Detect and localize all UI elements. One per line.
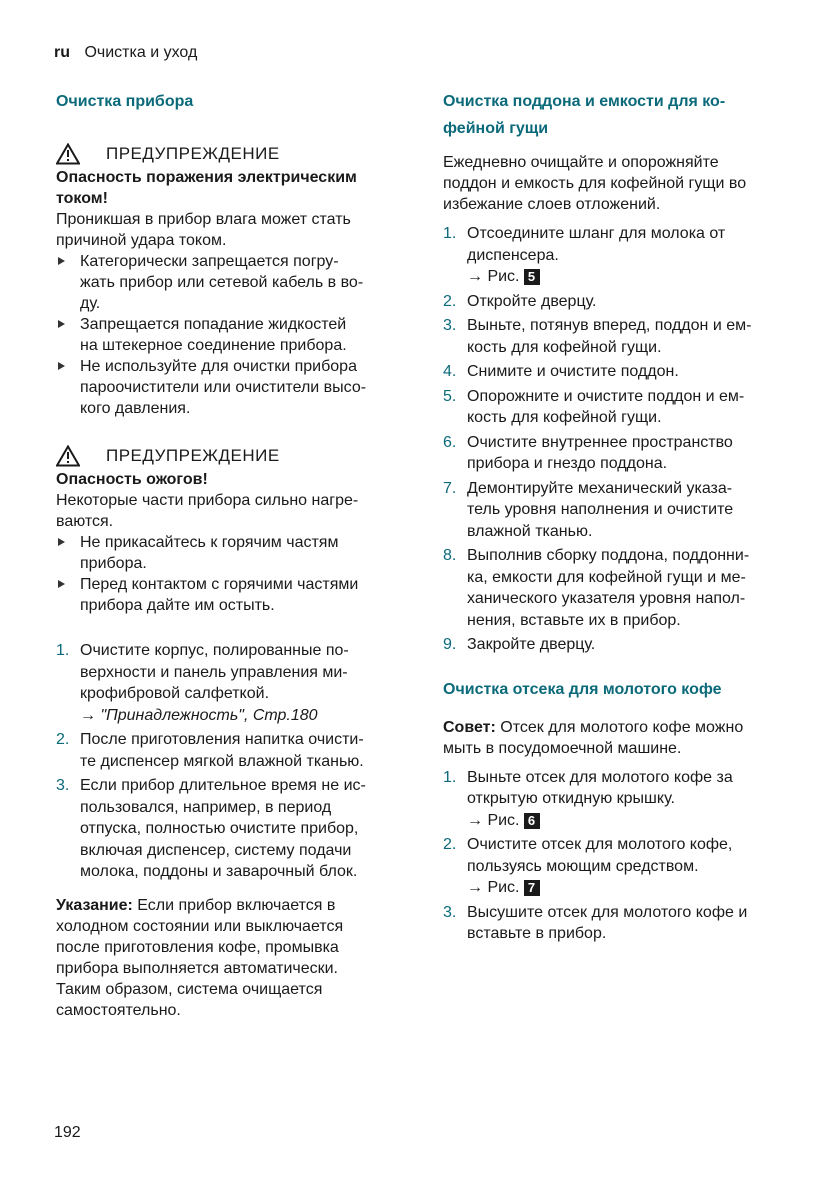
reference-text[interactable]: → Рис. — [467, 879, 520, 896]
step-number: 3. — [443, 317, 457, 334]
text-line: нения, вставьте их в прибор. — [467, 611, 681, 629]
text-line: крофибровой салфеткой. — [80, 685, 270, 702]
text-line: Не прикасайтесь к горячим частям — [80, 534, 339, 551]
step-number: 5. — [443, 387, 457, 405]
text-line: холодном состоянии или выключается — [56, 917, 344, 935]
text-line: Не используйте для очистки прибора — [80, 358, 357, 375]
text-line: жать прибор или сетевой кабель в во- — [80, 274, 364, 291]
text-line: отпуска, полностью очистите прибор, — [80, 820, 359, 837]
page-number: 192 — [54, 1124, 81, 1141]
bullet-item — [56, 314, 406, 356]
list-item — [443, 834, 793, 899]
text-line: ханического указателя уровня напол- — [467, 590, 746, 607]
step-number: 8. — [443, 547, 457, 564]
text-line: Если прибор включается в — [137, 896, 336, 914]
text-line: пароочистители или очистители высо- — [80, 379, 367, 396]
warning-bullet-list — [56, 251, 406, 419]
text-line: открытую откидную крышку. — [467, 790, 675, 807]
text-line: прибора выполняется автоматически. — [56, 959, 338, 977]
text-line: Выньте отсек для молотого кофе за — [467, 768, 733, 786]
list-item — [443, 545, 793, 631]
text-line: самостоятельно. — [56, 1001, 181, 1019]
step-number: 3. — [56, 777, 70, 794]
list-item — [443, 223, 793, 288]
text-line: верхности и панель управления ми- — [80, 663, 348, 681]
warning-label: ПРЕДУПРЕЖДЕНИЕ — [106, 144, 280, 163]
text-line: Выньте, потянув вперед, поддон и ем- — [467, 317, 752, 334]
text-line: пользуясь моющим средством. — [467, 857, 699, 875]
list-item — [56, 775, 406, 883]
text-line: Демонтируйте механический указа- — [467, 479, 733, 497]
warning-bullet-list — [56, 532, 406, 616]
text-line: избежание слоев отложений. — [443, 196, 661, 213]
danger-title — [56, 167, 406, 209]
text-line: Снимите и очистите поддон. — [467, 363, 679, 380]
text-line: Запрещается попадание жидкостей — [80, 316, 347, 333]
step-number: 1. — [443, 225, 457, 242]
text-line: молока, поддоны и заварочный блок. — [80, 863, 358, 880]
step-number: 6. — [443, 433, 457, 451]
text-line: Некоторые части прибора сильно нагре- — [56, 492, 359, 509]
text-line: влажной тканью. — [467, 522, 593, 540]
text-line: причиной удара током. — [56, 232, 227, 249]
section-title-cleaning-appliance: Очистка прибора — [56, 93, 194, 110]
right-column — [443, 88, 793, 948]
bullet-item — [56, 532, 406, 574]
text-line: Проникшая в прибор влага может стать — [56, 211, 351, 228]
text-line: те диспенсер мягкой влажной тканью. — [80, 752, 364, 770]
bullet-item — [56, 251, 406, 314]
text-line: Очистите корпус, полированные по- — [80, 642, 349, 659]
figure-number-badge[interactable]: 5 — [524, 269, 540, 285]
list-item — [56, 729, 406, 772]
danger-line: током! — [56, 190, 108, 207]
title-line: Очистка поддона и емкости для ко- — [443, 93, 726, 110]
tip-first-line — [443, 717, 793, 738]
step-number: 2. — [443, 836, 457, 853]
tip-block — [443, 717, 793, 759]
reference-text[interactable]: → Рис. — [467, 268, 520, 285]
text-line: поддон и емкость для кофейной гущи во — [443, 175, 747, 192]
text-line: Перед контактом с горячими частями — [80, 576, 359, 593]
text-line: ду. — [80, 295, 101, 312]
figure-number-badge[interactable]: 6 — [524, 813, 540, 829]
bullet-triangle-icon — [58, 257, 65, 265]
text-line: диспенсера. — [467, 246, 559, 264]
bullet-triangle-icon — [58, 362, 65, 370]
page-header — [54, 44, 197, 62]
reference-text[interactable]: → Рис. — [467, 811, 520, 829]
text-line: Выполнив сборку поддона, поддонни- — [467, 547, 750, 564]
list-item — [443, 315, 793, 358]
danger-line: Опасность поражения электрическим — [56, 169, 357, 186]
list-item — [443, 432, 793, 475]
warning-label: ПРЕДУПРЕЖДЕНИЕ — [106, 446, 280, 465]
bullet-triangle-icon — [58, 580, 65, 588]
text-line: прибора. — [80, 555, 147, 572]
warning-triangle-icon — [56, 143, 80, 165]
text-line: Отсоедините шланг для молока от — [467, 225, 726, 242]
cross-reference-link[interactable] — [80, 705, 406, 727]
note-block — [56, 895, 406, 1021]
text-line: прибора и гнездо поддона. — [467, 455, 668, 472]
text-line: Закройте дверцу. — [467, 636, 596, 653]
list-item — [443, 634, 793, 656]
ground-coffee-steps-list — [443, 767, 793, 945]
intro-text — [443, 152, 793, 215]
title-line: фейной гущи — [443, 120, 549, 137]
left-column — [56, 88, 406, 1021]
step-number: 1. — [443, 768, 457, 786]
list-item — [443, 478, 793, 543]
tip-label: Совет: — [443, 718, 496, 736]
warning-text — [56, 490, 406, 532]
figure-reference[interactable] — [467, 877, 793, 899]
note-label: Указание: — [56, 896, 133, 914]
list-item — [443, 386, 793, 429]
text-line: Откройте дверцу. — [467, 292, 597, 310]
warning-triangle-icon — [56, 445, 80, 467]
section-title-drip-tray — [443, 88, 793, 142]
text-line: Очистите отсек для молотого кофе, — [467, 836, 733, 853]
bullet-item — [56, 574, 406, 616]
text-line: кого давления. — [80, 400, 191, 417]
text-line: пользовался, например, в период — [80, 798, 332, 816]
text-line: Очистите внутреннее пространство — [467, 433, 733, 451]
text-line: включая диспенсер, систему подачи — [80, 841, 352, 859]
text-line: прибора дайте им остыть. — [80, 597, 275, 614]
text-line: Таким образом, система очищается — [56, 980, 323, 998]
warning-header — [56, 443, 406, 469]
language-code: ru — [54, 44, 70, 61]
figure-reference[interactable] — [467, 266, 793, 288]
step-number: 9. — [443, 636, 457, 653]
text-line: после приготовления кофе, промывка — [56, 938, 339, 956]
note-first-line — [56, 895, 406, 916]
step-number: 3. — [443, 903, 457, 921]
text-line: Высушите отсек для молотого кофе и — [467, 903, 748, 921]
text-line: Если прибор длительное время не ис- — [80, 777, 366, 794]
step-number: 2. — [56, 731, 70, 748]
bullet-triangle-icon — [58, 538, 65, 546]
text-line: Отсек для молотого кофе можно — [500, 718, 744, 736]
warning-header — [56, 141, 406, 167]
text-line: на штекерное соединение прибора. — [80, 337, 347, 354]
bullet-item — [56, 356, 406, 419]
step-number: 7. — [443, 479, 457, 497]
figure-number-badge[interactable]: 7 — [524, 880, 540, 896]
list-item — [443, 902, 793, 945]
text-line: кость для кофейной гущи. — [467, 338, 662, 356]
danger-title: Опасность ожогов! — [56, 471, 208, 488]
bullet-triangle-icon — [58, 320, 65, 328]
text-line: ваются. — [56, 513, 114, 530]
step-number: 1. — [56, 642, 70, 659]
warning-text — [56, 209, 406, 251]
text-line: ка, емкости для кофейной гущи и ме- — [467, 568, 746, 586]
step-number: 2. — [443, 292, 457, 310]
text-line: Опорожните и очистите поддон и ем- — [467, 387, 745, 405]
list-item — [443, 361, 793, 383]
text-line: После приготовления напитка очисти- — [80, 731, 364, 748]
step-number: 4. — [443, 363, 457, 380]
text-line: тель уровня наполнения и очистите — [467, 501, 734, 518]
text-line: мыть в посудомоечной машине. — [443, 739, 682, 757]
reference-text[interactable]: → "Принадлежность", Стр.180 — [80, 706, 318, 724]
figure-reference[interactable] — [467, 810, 793, 832]
list-item — [443, 767, 793, 832]
text-line: вставьте в прибор. — [467, 925, 607, 942]
section-title-ground-coffee: Очистка отсека для молотого кофе — [443, 680, 722, 698]
text-line: Категорически запрещается погру- — [80, 253, 339, 270]
drip-tray-steps-list — [443, 223, 793, 656]
list-item — [56, 640, 406, 726]
cleaning-steps-list — [56, 640, 406, 883]
chapter-title: Очистка и уход — [84, 44, 198, 61]
list-item — [443, 291, 793, 313]
text-line: кость для кофейной гущи. — [467, 409, 662, 426]
text-line: Ежедневно очищайте и опорожняйте — [443, 154, 719, 171]
